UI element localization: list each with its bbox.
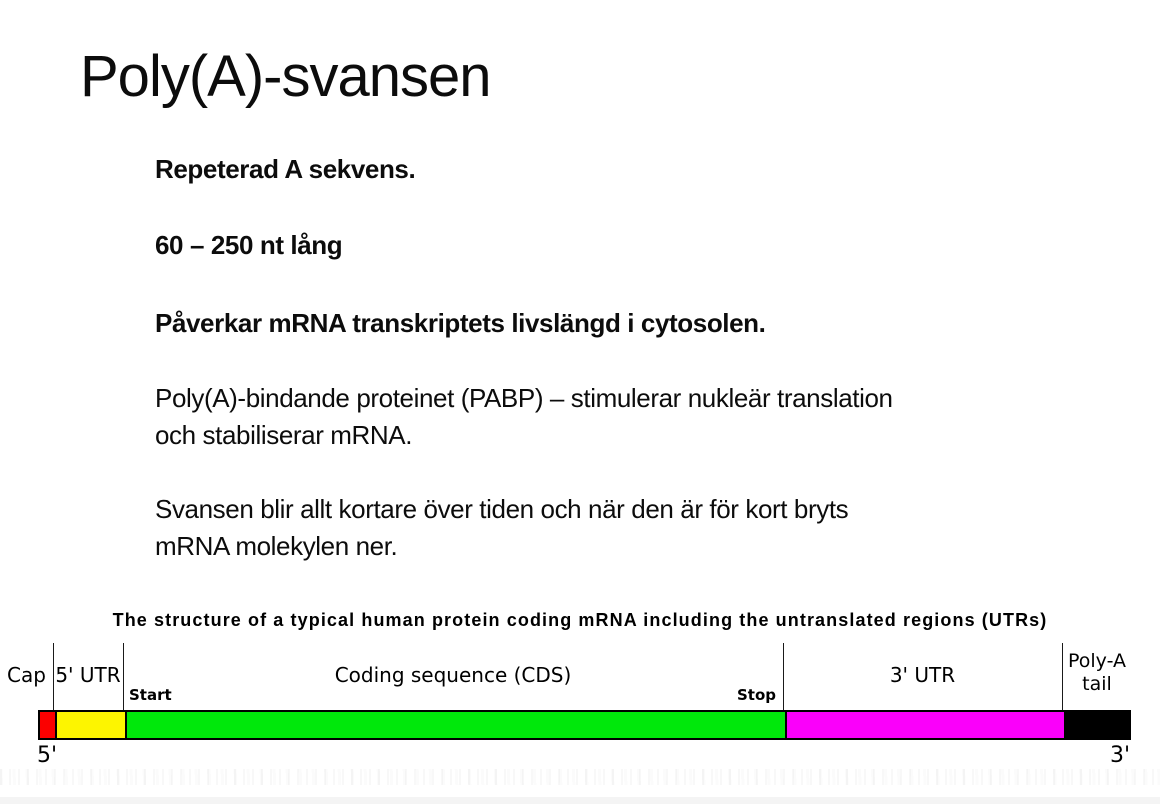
cap-segment [40, 712, 55, 738]
boundary-line-utr5-cds [123, 643, 124, 710]
paragraph-repeated-a-sequence [155, 151, 415, 188]
polya-tail-label [1062, 650, 1132, 696]
utr3-segment [785, 712, 1064, 738]
text-line: Svansen blir allt kortare över tiden och när den är för kort bryts [155, 494, 849, 524]
stop-label: Stop [737, 686, 777, 704]
text-line: Påverkar mRNA transkriptets livslängd i cytosolen. [155, 308, 766, 338]
paragraph-pabp [155, 380, 893, 454]
paragraph-length [155, 227, 342, 264]
boundary-line-cds-utr3 [783, 643, 784, 710]
bottom-strip [0, 797, 1160, 804]
paragraph-lifespan [155, 305, 766, 342]
polya-tail-label-line1: Poly-A [1067, 650, 1127, 672]
polya-tail-label-line2: tail [1082, 673, 1112, 695]
start-label: Start [129, 686, 172, 704]
cds-label: Coding sequence (CDS) [334, 663, 572, 687]
polya-tail-segment [1064, 712, 1129, 738]
text-line: Repeterad A sekvens. [155, 154, 416, 184]
cap-label: Cap [7, 663, 46, 687]
slide-title: Poly(A)-svansen [80, 44, 491, 109]
text-line: Poly(A)-bindande proteinet (PABP) – stimulerar nukleär translation [155, 383, 893, 413]
utr3-label: 3' UTR [889, 663, 956, 687]
paragraph-shortening [155, 491, 848, 565]
text-line: och stabiliserar mRNA. [155, 420, 413, 450]
diagram-title: The structure of a typical human protein coding mRNA including the untranslated regions (UTRs) [112, 610, 1048, 630]
text-line: mRNA molekylen ner. [155, 531, 398, 561]
scan-noise-band [0, 769, 1160, 785]
mrna-bar [38, 710, 1131, 740]
text-line: 60 – 250 nt lång [155, 230, 343, 260]
utr5-label: 5' UTR [55, 663, 121, 687]
boundary-line-utr3-polya [1062, 643, 1063, 710]
three-prime-label: 3' [1110, 743, 1131, 768]
five-prime-label: 5' [37, 743, 58, 768]
utr5-segment [55, 712, 125, 738]
boundary-line-cap-utr5 [53, 643, 54, 710]
cds-segment [125, 712, 785, 738]
